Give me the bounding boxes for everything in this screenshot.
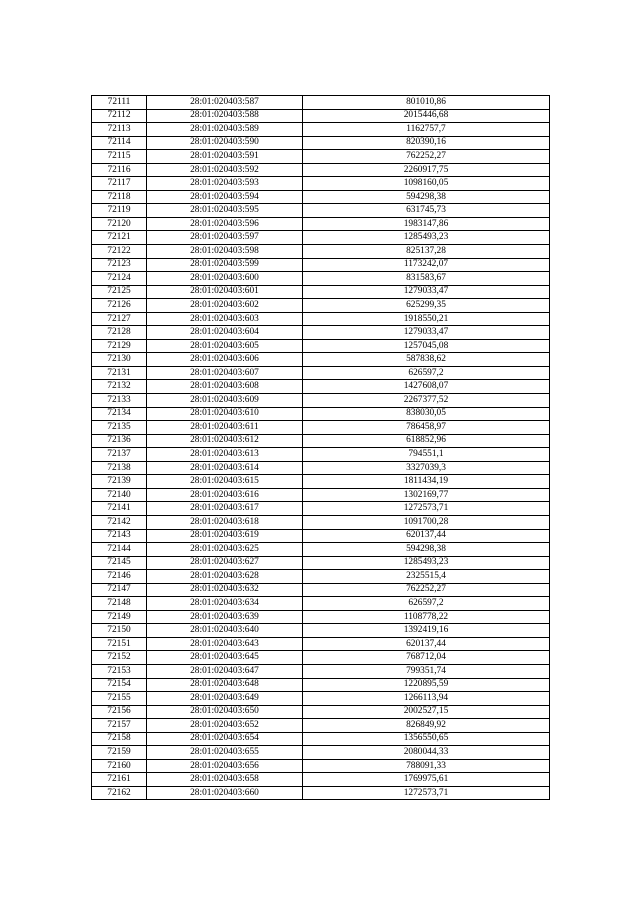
value-cell: 1392419,16: [303, 624, 550, 638]
table-row: [92, 529, 550, 543]
row-number-cell: 72155: [92, 692, 147, 706]
table-row: [92, 461, 550, 475]
value-cell: 1983147,86: [303, 217, 550, 231]
cadastral-number-cell: 28:01:020403:617: [147, 502, 303, 516]
cadastral-number-cell: 28:01:020403:639: [147, 610, 303, 624]
row-number-cell: 72131: [92, 366, 147, 380]
row-number-cell: 72137: [92, 448, 147, 462]
value-cell: 794551,1: [303, 448, 550, 462]
value-cell: 1918550,21: [303, 312, 550, 326]
row-number-cell: 72129: [92, 339, 147, 353]
cadastral-number-cell: 28:01:020403:604: [147, 326, 303, 340]
table-row: [92, 190, 550, 204]
row-number-cell: 72145: [92, 556, 147, 570]
value-cell: 594298,38: [303, 543, 550, 557]
table-row: [92, 231, 550, 245]
cadastral-number-cell: 28:01:020403:594: [147, 190, 303, 204]
value-cell: 831583,67: [303, 272, 550, 286]
cadastral-number-cell: 28:01:020403:591: [147, 150, 303, 164]
table-row: [92, 664, 550, 678]
row-number-cell: 72154: [92, 678, 147, 692]
value-cell: 626597,2: [303, 597, 550, 611]
cadastral-number-cell: 28:01:020403:660: [147, 786, 303, 800]
cadastral-number-cell: 28:01:020403:614: [147, 461, 303, 475]
row-number-cell: 72120: [92, 217, 147, 231]
row-number-cell: 72115: [92, 150, 147, 164]
table-row: [92, 448, 550, 462]
table-row: [92, 597, 550, 611]
row-number-cell: 72143: [92, 529, 147, 543]
table-row: [92, 583, 550, 597]
value-cell: 786458,97: [303, 421, 550, 435]
table-row: [92, 123, 550, 137]
row-number-cell: 72135: [92, 421, 147, 435]
row-number-cell: 72162: [92, 786, 147, 800]
table-row: [92, 353, 550, 367]
row-number-cell: 72122: [92, 245, 147, 259]
value-cell: 620137,44: [303, 637, 550, 651]
value-cell: 1285493,23: [303, 556, 550, 570]
cadastral-number-cell: 28:01:020403:608: [147, 380, 303, 394]
value-cell: 2325515,4: [303, 570, 550, 584]
row-number-cell: 72142: [92, 515, 147, 529]
cadastral-number-cell: 28:01:020403:649: [147, 692, 303, 706]
row-number-cell: 72161: [92, 773, 147, 787]
row-number-cell: 72149: [92, 610, 147, 624]
table-row: [92, 651, 550, 665]
row-number-cell: 72138: [92, 461, 147, 475]
table-row: [92, 136, 550, 150]
row-number-cell: 72156: [92, 705, 147, 719]
row-number-cell: 72118: [92, 190, 147, 204]
table-row: [92, 759, 550, 773]
cadastral-number-cell: 28:01:020403:606: [147, 353, 303, 367]
table-row: [92, 366, 550, 380]
value-cell: 631745,73: [303, 204, 550, 218]
value-cell: 1356550,65: [303, 732, 550, 746]
table-row: [92, 380, 550, 394]
cadastral-number-cell: 28:01:020403:598: [147, 245, 303, 259]
cadastral-number-cell: 28:01:020403:612: [147, 434, 303, 448]
value-cell: 1272573,71: [303, 786, 550, 800]
cadastral-number-cell: 28:01:020403:600: [147, 272, 303, 286]
cadastral-number-cell: 28:01:020403:627: [147, 556, 303, 570]
value-cell: 2002527,15: [303, 705, 550, 719]
cadastral-number-cell: 28:01:020403:596: [147, 217, 303, 231]
cadastral-number-cell: 28:01:020403:640: [147, 624, 303, 638]
cadastral-number-cell: 28:01:020403:587: [147, 96, 303, 110]
value-cell: 801010,86: [303, 96, 550, 110]
cadastral-number-cell: 28:01:020403:613: [147, 448, 303, 462]
cadastral-number-cell: 28:01:020403:602: [147, 299, 303, 313]
table-row: [92, 732, 550, 746]
row-number-cell: 72113: [92, 123, 147, 137]
cadastral-number-cell: 28:01:020403:647: [147, 664, 303, 678]
table-row: [92, 705, 550, 719]
cadastral-number-cell: 28:01:020403:618: [147, 515, 303, 529]
value-cell: 1285493,23: [303, 231, 550, 245]
row-number-cell: 72133: [92, 394, 147, 408]
table-row: [92, 624, 550, 638]
value-cell: 1769975,61: [303, 773, 550, 787]
cadastral-number-cell: 28:01:020403:611: [147, 421, 303, 435]
row-number-cell: 72157: [92, 719, 147, 733]
row-number-cell: 72158: [92, 732, 147, 746]
row-number-cell: 72114: [92, 136, 147, 150]
cadastral-number-cell: 28:01:020403:656: [147, 759, 303, 773]
table-row: [92, 421, 550, 435]
cadastral-number-cell: 28:01:020403:588: [147, 109, 303, 123]
table-row: [92, 299, 550, 313]
row-number-cell: 72144: [92, 543, 147, 557]
table-row: [92, 719, 550, 733]
cadastral-number-cell: 28:01:020403:650: [147, 705, 303, 719]
value-cell: 587838,62: [303, 353, 550, 367]
cadastral-number-cell: 28:01:020403:592: [147, 163, 303, 177]
cadastral-number-cell: 28:01:020403:643: [147, 637, 303, 651]
table-row: [92, 163, 550, 177]
cadastral-number-cell: 28:01:020403:658: [147, 773, 303, 787]
row-number-cell: 72117: [92, 177, 147, 191]
table-row: [92, 285, 550, 299]
row-number-cell: 72126: [92, 299, 147, 313]
table-row: [92, 245, 550, 259]
table-row: [92, 407, 550, 421]
value-cell: 1162757,7: [303, 123, 550, 137]
cadastral-number-cell: 28:01:020403:599: [147, 258, 303, 272]
row-number-cell: 72125: [92, 285, 147, 299]
value-cell: 820390,16: [303, 136, 550, 150]
cadastral-number-cell: 28:01:020403:645: [147, 651, 303, 665]
row-number-cell: 72136: [92, 434, 147, 448]
row-number-cell: 72121: [92, 231, 147, 245]
cadastral-number-cell: 28:01:020403:654: [147, 732, 303, 746]
cadastral-number-cell: 28:01:020403:601: [147, 285, 303, 299]
cadastral-number-cell: 28:01:020403:605: [147, 339, 303, 353]
cadastral-number-cell: 28:01:020403:616: [147, 488, 303, 502]
row-number-cell: 72130: [92, 353, 147, 367]
value-cell: 3327039,3: [303, 461, 550, 475]
cadastral-number-cell: 28:01:020403:597: [147, 231, 303, 245]
value-cell: 762252,27: [303, 583, 550, 597]
value-cell: 1427608,07: [303, 380, 550, 394]
row-number-cell: 72147: [92, 583, 147, 597]
cadastral-number-cell: 28:01:020403:615: [147, 475, 303, 489]
table-row: [92, 610, 550, 624]
cadastral-number-cell: 28:01:020403:625: [147, 543, 303, 557]
table-row: [92, 502, 550, 516]
row-number-cell: 72148: [92, 597, 147, 611]
value-cell: 1811434,19: [303, 475, 550, 489]
value-cell: 618852,96: [303, 434, 550, 448]
table-row: [92, 150, 550, 164]
table-row: [92, 543, 550, 557]
value-cell: 626597,2: [303, 366, 550, 380]
cadastral-number-cell: 28:01:020403:648: [147, 678, 303, 692]
cadastral-number-cell: 28:01:020403:632: [147, 583, 303, 597]
row-number-cell: 72116: [92, 163, 147, 177]
value-cell: 799351,74: [303, 664, 550, 678]
cadastral-number-cell: 28:01:020403:652: [147, 719, 303, 733]
cadastral-number-cell: 28:01:020403:607: [147, 366, 303, 380]
table-row: [92, 177, 550, 191]
table-row: [92, 258, 550, 272]
row-number-cell: 72132: [92, 380, 147, 394]
row-number-cell: 72112: [92, 109, 147, 123]
row-number-cell: 72152: [92, 651, 147, 665]
table-row: [92, 773, 550, 787]
table-row: [92, 786, 550, 800]
value-cell: 1279033,47: [303, 326, 550, 340]
table-row: [92, 394, 550, 408]
value-cell: 838030,05: [303, 407, 550, 421]
row-number-cell: 72123: [92, 258, 147, 272]
value-cell: 1257045,08: [303, 339, 550, 353]
cadastral-number-cell: 28:01:020403:593: [147, 177, 303, 191]
value-cell: 1266113,94: [303, 692, 550, 706]
cadastral-number-cell: 28:01:020403:595: [147, 204, 303, 218]
table-row: [92, 217, 550, 231]
cadastral-number-cell: 28:01:020403:619: [147, 529, 303, 543]
cadastral-number-cell: 28:01:020403:589: [147, 123, 303, 137]
value-cell: 826849,92: [303, 719, 550, 733]
table-row: [92, 434, 550, 448]
cadastral-value-table: [91, 95, 550, 800]
cadastral-number-cell: 28:01:020403:628: [147, 570, 303, 584]
value-cell: 768712,04: [303, 651, 550, 665]
table-row: [92, 637, 550, 651]
value-cell: 1302169,77: [303, 488, 550, 502]
cadastral-number-cell: 28:01:020403:610: [147, 407, 303, 421]
table-row: [92, 488, 550, 502]
value-cell: 788091,33: [303, 759, 550, 773]
value-cell: 1098160,05: [303, 177, 550, 191]
table-row: [92, 515, 550, 529]
row-number-cell: 72119: [92, 204, 147, 218]
row-number-cell: 72153: [92, 664, 147, 678]
table-row: [92, 339, 550, 353]
table-row: [92, 475, 550, 489]
cadastral-number-cell: 28:01:020403:603: [147, 312, 303, 326]
table-row: [92, 312, 550, 326]
row-number-cell: 72150: [92, 624, 147, 638]
table-row: [92, 96, 550, 110]
value-cell: 2080044,33: [303, 746, 550, 760]
row-number-cell: 72146: [92, 570, 147, 584]
table-row: [92, 556, 550, 570]
row-number-cell: 72128: [92, 326, 147, 340]
value-cell: 620137,44: [303, 529, 550, 543]
value-cell: 594298,38: [303, 190, 550, 204]
row-number-cell: 72141: [92, 502, 147, 516]
table-row: [92, 272, 550, 286]
cadastral-number-cell: 28:01:020403:655: [147, 746, 303, 760]
value-cell: 2267377,52: [303, 394, 550, 408]
value-cell: 1173242,07: [303, 258, 550, 272]
row-number-cell: 72140: [92, 488, 147, 502]
row-number-cell: 72159: [92, 746, 147, 760]
value-cell: 825137,28: [303, 245, 550, 259]
table-row: [92, 326, 550, 340]
table-row: [92, 692, 550, 706]
value-cell: 762252,27: [303, 150, 550, 164]
row-number-cell: 72134: [92, 407, 147, 421]
table-row: [92, 746, 550, 760]
row-number-cell: 72151: [92, 637, 147, 651]
row-number-cell: 72111: [92, 96, 147, 110]
cadastral-number-cell: 28:01:020403:634: [147, 597, 303, 611]
cadastral-number-cell: 28:01:020403:609: [147, 394, 303, 408]
row-number-cell: 72127: [92, 312, 147, 326]
row-number-cell: 72160: [92, 759, 147, 773]
table-row: [92, 204, 550, 218]
row-number-cell: 72139: [92, 475, 147, 489]
value-cell: 2015446,68: [303, 109, 550, 123]
row-number-cell: 72124: [92, 272, 147, 286]
value-cell: 1091700,28: [303, 515, 550, 529]
value-cell: 1272573,71: [303, 502, 550, 516]
value-cell: 625299,35: [303, 299, 550, 313]
table-row: [92, 570, 550, 584]
value-cell: 1220895,59: [303, 678, 550, 692]
value-cell: 2260917,75: [303, 163, 550, 177]
table-row: [92, 678, 550, 692]
value-cell: 1279033,47: [303, 285, 550, 299]
table-row: [92, 109, 550, 123]
value-cell: 1108778,22: [303, 610, 550, 624]
table-body: [92, 96, 550, 800]
cadastral-number-cell: 28:01:020403:590: [147, 136, 303, 150]
